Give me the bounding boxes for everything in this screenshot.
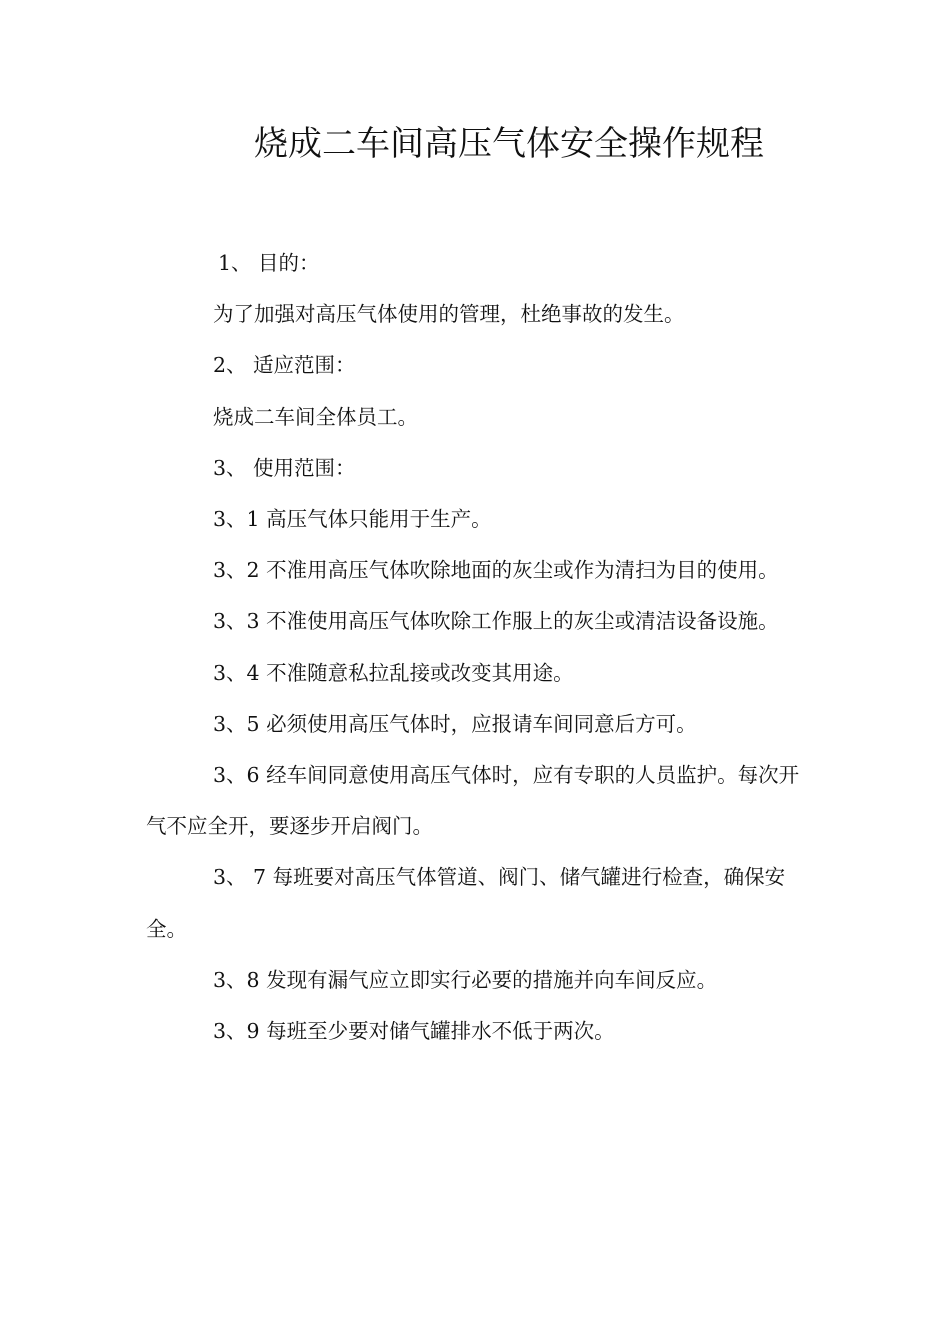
rule-3-3: 3、3 不准使用高压气体吹除工作服上的灰尘或清洁设备设施。 — [213, 609, 779, 634]
section-usage-heading: 3、 使用范围： — [213, 455, 356, 480]
rule-3-1: 3、1 高压气体只能用于生产。 — [213, 507, 492, 532]
section-purpose-heading: 1、 目的： — [218, 251, 320, 275]
section-scope-text: 烧成二车间全体员工。 — [213, 404, 418, 429]
rule-3-5: 3、5 必须使用高压气体时，应报请车间同意后方可。 — [213, 711, 697, 736]
section-scope-heading: 2、 适应范围： — [213, 353, 356, 378]
rule-3-2: 3、2 不准用高压气体吹除地面的灰尘或作为清扫为目的使用。 — [213, 558, 779, 583]
document-body — [146, 238, 816, 1057]
rule-3-4: 3、4 不准随意私拉乱接或改变其用途。 — [213, 660, 574, 685]
document-title: 烧成二车间高压气体安全操作规程 — [254, 124, 764, 164]
rule-3-6: 3、6 经车间同意使用高压气体时，应有专职的人员监护。每次开气不应全开，要逐步开启阀门。 — [146, 763, 800, 839]
rule-3-7: 3、 7 每班要对高压气体管道、阀门、储气罐进行检查，确保安全。 — [146, 865, 786, 941]
section-purpose-text: 为了加强对高压气体使用的管理，杜绝事故的发生。 — [213, 302, 685, 327]
rule-3-8: 3、8 发现有漏气应立即实行必要的措施并向车间反应。 — [213, 967, 718, 992]
rule-3-9: 3、9 每班至少要对储气罐排水不低于两次。 — [213, 1019, 615, 1044]
